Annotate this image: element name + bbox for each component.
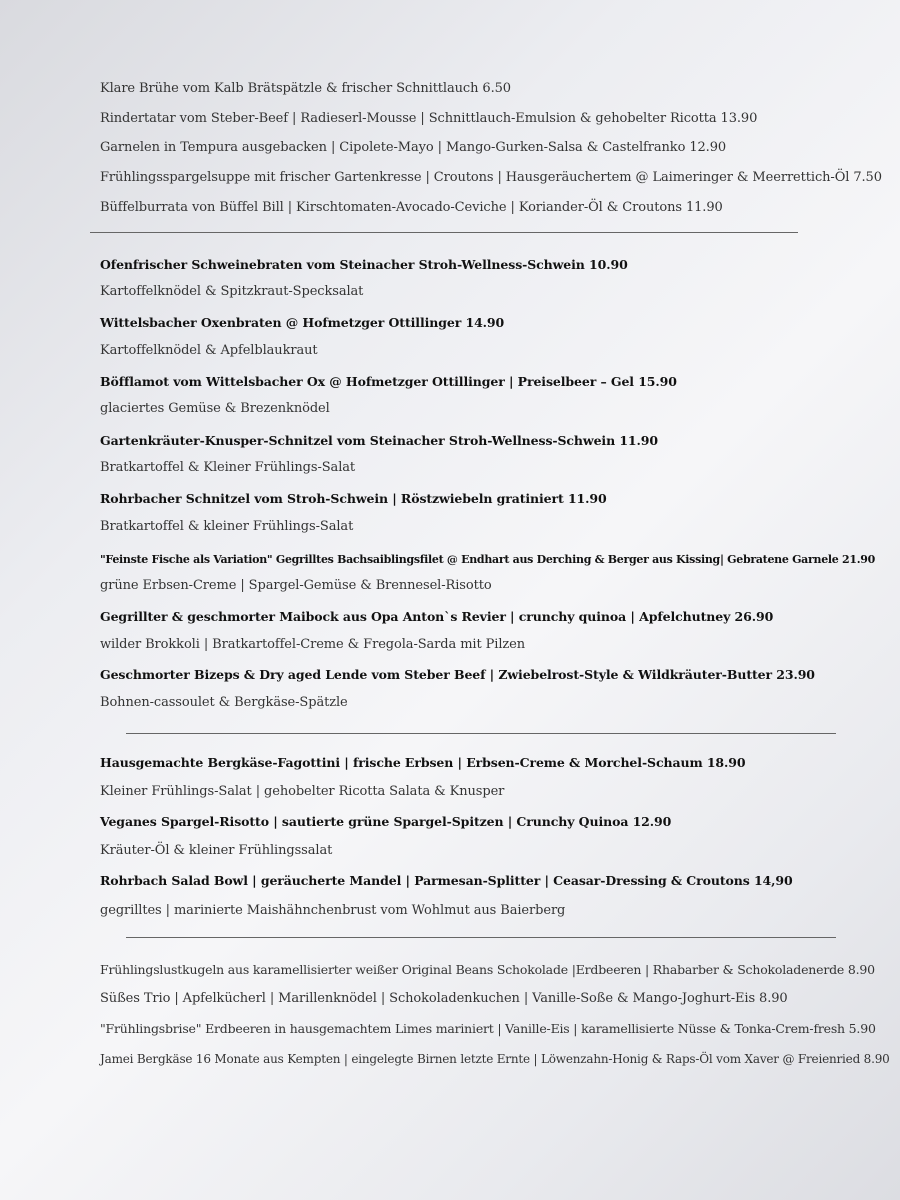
veggie-dish-title: Hausgemachte Bergkäse-Fagottini | frische Erbsen | Erbsen-Creme & Morchel-Schaum 18.90: [100, 755, 746, 770]
veggie-dish-title: Rohrbach Salad Bowl | geräucherte Mandel | Parmesan-Splitter | Ceasar-Dressing & Croutons 14,90: [100, 873, 793, 888]
main-dish-title: Böfflamot vom Wittelsbacher Ox @ Hofmetzger Ottillinger | Preiselbeer – Gel 15.90: [100, 374, 677, 389]
main-dish-side: wilder Brokkoli | Bratkartoffel-Creme & Fregola-Sarda mit Pilzen: [100, 637, 526, 652]
main-dish-title: Rohrbacher Schnitzel vom Stroh-Schwein | Röstzwiebeln gratiniert 11.90: [100, 491, 607, 506]
starter-item: Frühlingsspargelsuppe mit frischer Gartenkresse | Croutons | Hausgeräuchertem @ Laimeringer & Meerrettich-Öl 7.50: [100, 170, 882, 185]
veggie-dish-side: Kräuter-Öl & kleiner Frühlingssalat: [100, 843, 333, 858]
dessert-item: Jamei Bergkäse 16 Monate aus Kempten | eingelegte Birnen letzte Ernte | Löwenzahn-Honig & Raps-Öl vom Xaver @ Freienried 8.90: [100, 1052, 890, 1066]
main-dish-title: Geschmorter Bizeps & Dry aged Lende vom Steber Beef | Zwiebelrost-Style & Wildkräuter-Butter 23.90: [100, 667, 815, 682]
main-dish-side: glaciertes Gemüse & Brezenknödel: [100, 401, 330, 416]
main-dish-title: "Feinste Fische als Variation" Gegrilltes Bachsaiblingsfilet @ Endhart aus Derching & Berger aus Kissing| Gebratene Garnele 21.90: [100, 553, 875, 566]
main-dish-side: grüne Erbsen-Creme | Spargel-Gemüse & Brennesel-Risotto: [100, 578, 492, 593]
starter-item: Garnelen in Tempura ausgebacken | Cipolete-Mayo | Mango-Gurken-Salsa & Castelfranko 12.90: [100, 140, 727, 155]
main-dish-side: Kartoffelknödel & Apfelblaukraut: [100, 343, 318, 358]
section-divider: [90, 232, 798, 233]
section-divider: [126, 733, 836, 734]
starter-item: Klare Brühe vom Kalb Brätspätzle & frischer Schnittlauch 6.50: [100, 81, 511, 96]
main-dish-side: Kartoffelknödel & Spitzkraut-Specksalat: [100, 284, 364, 299]
main-dish-side: Bohnen-cassoulet & Bergkäse-Spätzle: [100, 695, 348, 710]
starter-item: Büffelburrata von Büffel Bill | Kirschtomaten-Avocado-Ceviche | Koriander-Öl & Croutons 11.90: [100, 200, 723, 215]
dessert-item: Frühlingslustkugeln aus karamellisierter weißer Original Beans Schokolade |Erdbeeren | Rhabarber & Schokoladenerde 8.90: [100, 962, 875, 977]
starter-item: Rindertatar vom Steber-Beef | Radieserl-Mousse | Schnittlauch-Emulsion & gehobelter Ricotta 13.90: [100, 111, 758, 126]
dessert-item: Süßes Trio | Apfelkücherl | Marillenknödel | Schokoladenkuchen | Vanille-Soße & Mango-Joghurt-Eis 8.90: [100, 991, 788, 1006]
section-divider: [126, 937, 836, 938]
veggie-dish-side: Kleiner Frühlings-Salat | gehobelter Ricotta Salata & Knusper: [100, 784, 505, 799]
main-dish-title: Gartenkräuter-Knusper-Schnitzel vom Steinacher Stroh-Wellness-Schwein 11.90: [100, 433, 658, 448]
main-dish-title: Gegrillter & geschmorter Maibock aus Opa Anton`s Revier | crunchy quinoa | Apfelchutney 26.90: [100, 609, 774, 624]
veggie-dish-side: gegrilltes | marinierte Maishähnchenbrust vom Wohlmut aus Baierberg: [100, 903, 566, 918]
main-dish-side: Bratkartoffel & kleiner Frühlings-Salat: [100, 519, 354, 534]
main-dish-title: Wittelsbacher Oxenbraten @ Hofmetzger Ottillinger 14.90: [100, 315, 505, 330]
dessert-item: "Frühlingsbrise" Erdbeeren in hausgemachtem Limes mariniert | Vanille-Eis | karamellisierte Nüsse & Tonka-Crem-fresh 5.90: [100, 1021, 876, 1036]
main-dish-title: Ofenfrischer Schweinebraten vom Steinacher Stroh-Wellness-Schwein 10.90: [100, 257, 628, 272]
main-dish-side: Bratkartoffel & Kleiner Frühlings-Salat: [100, 460, 356, 475]
veggie-dish-title: Veganes Spargel-Risotto | sautierte grüne Spargel-Spitzen | Crunchy Quinoa 12.90: [100, 814, 672, 829]
